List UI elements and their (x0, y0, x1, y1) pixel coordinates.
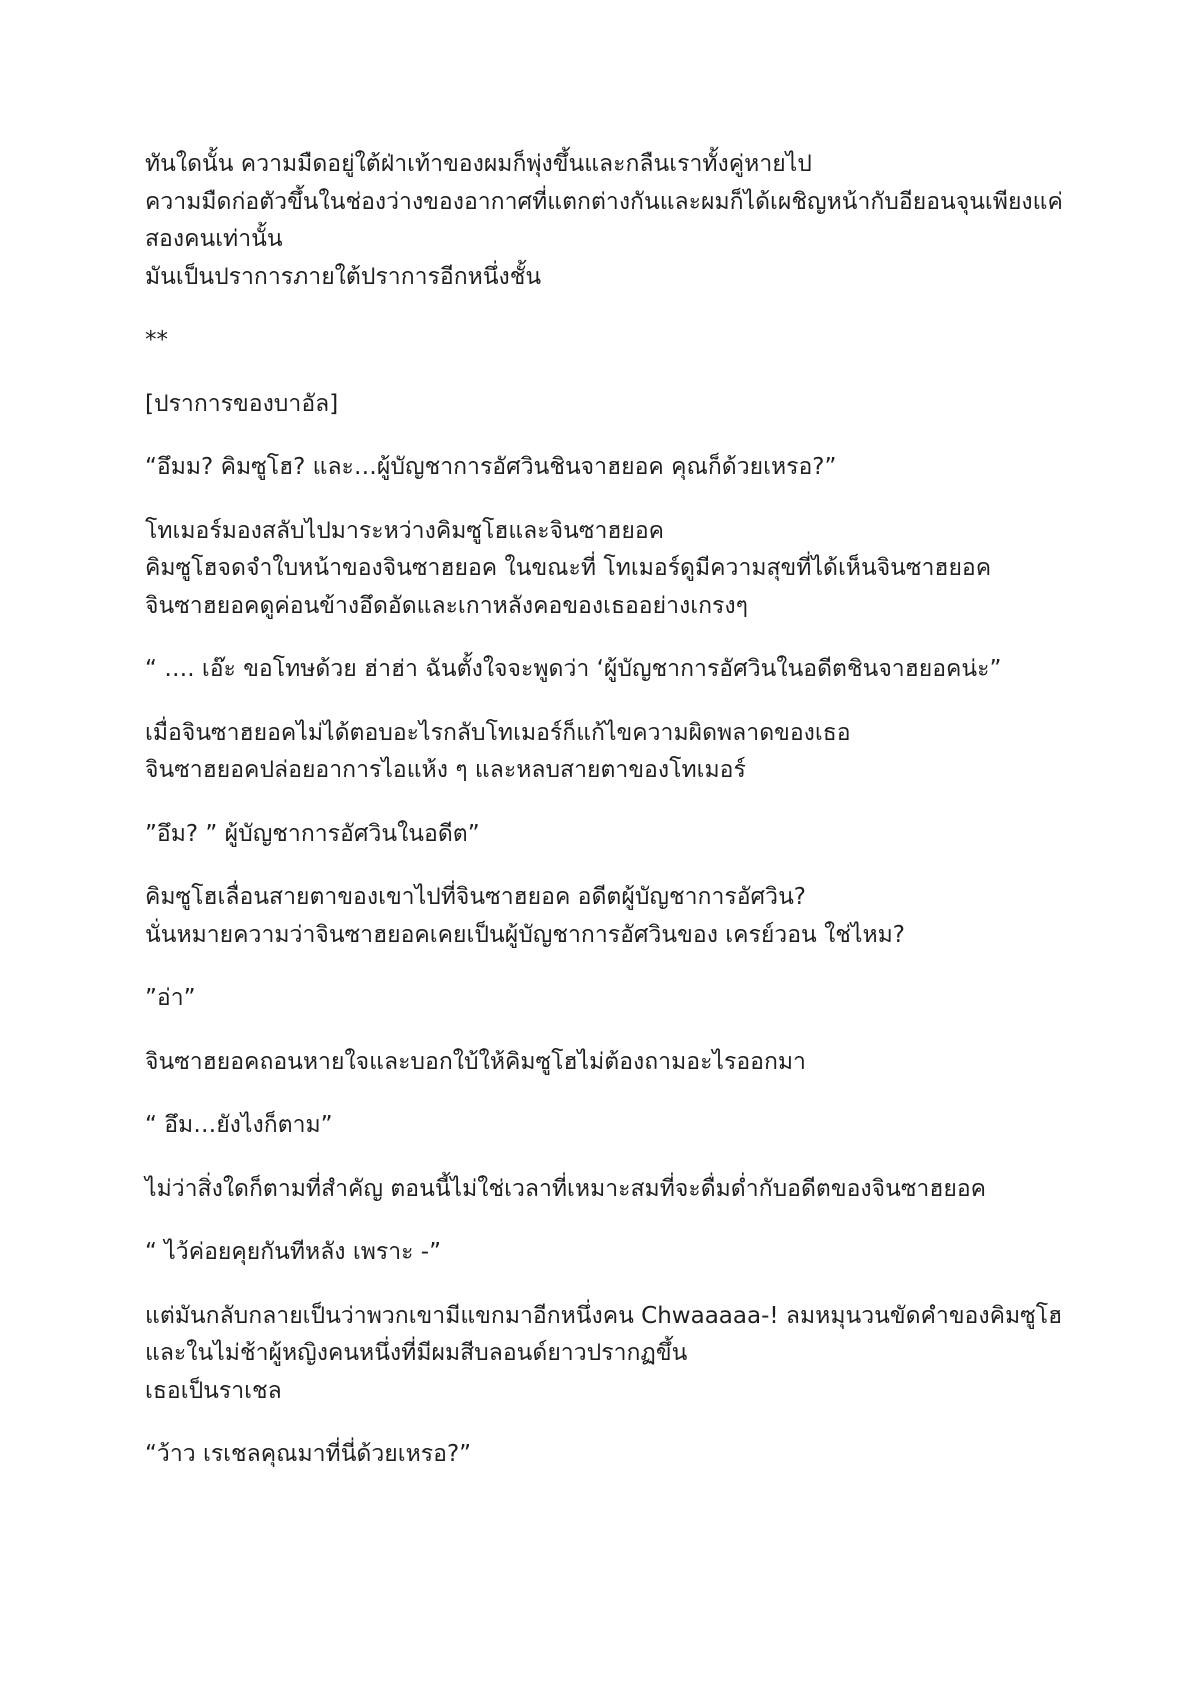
text-line: คิมซูโฮจดจำใบหน้าของจินซาฮยอค ในขณะที่ โทเมอร์ดูมีความสุขที่ได้เห็นจินซาฮยอค (145, 555, 992, 581)
dialogue-paragraph (145, 1436, 1075, 1474)
dialogue-line: ”อึม? ” ผู้บัญชาการอัศวินในอดีต” (145, 820, 480, 847)
dialogue-paragraph (145, 980, 1075, 1018)
dialogue-line: “ …. เอ๊ะ ขอโทษด้วย ฮ่าฮ่า ฉันตั้งใจจะพูดว่า ‘ผู้บัญชาการอัศวินในอดีตชินจาฮยอคน่ะ” (145, 656, 1002, 682)
narration-paragraph (145, 1171, 1075, 1209)
text-line: โทเมอร์มองสลับไปมาระหว่างคิมซูโฮและจินซาฮยอค (145, 517, 665, 544)
text-line: เมื่อจินซาฮยอคไม่ได้ตอบอะไรกลับโทเมอร์ก็แก้ไขความผิดพลาดของเธอ (145, 719, 851, 746)
dialogue-paragraph (145, 816, 1075, 854)
narration-paragraph (145, 513, 1075, 626)
text-line: จินซาฮยอคดูค่อนข้างอึดอัดและเกาหลังคอของเธออย่างเกรงๆ (145, 592, 748, 619)
text-line: ความมืดก่อตัวขึ้นในช่องว่างของอากาศที่แตกต่างกันและผมก็ได้เผชิญหน้ากับอียอนจุนเพียงแค่สองคนเท่านั้น (145, 188, 1063, 252)
text-line: ทันใดนั้น ความมืดอยู่ใต้ฝ่าเท้าของผมก็พุ่งขึ้นและกลืนเราทั้งคู่หายไป (145, 151, 812, 177)
scene-break (145, 322, 1075, 360)
dialogue-paragraph (145, 449, 1075, 487)
text-line: เธอเป็นราเชล (145, 1377, 282, 1404)
dialogue-line: “ ไว้ค่อยคุยกันทีหลัง เพราะ -” (145, 1239, 442, 1265)
paragraph-narration-darkness (145, 146, 1075, 296)
text-line: แต่มันกลับกลายเป็นว่าพวกเขามีแขกมาอีกหนึ่งคน Chwaaaaa-! ลมหมุนวนขัดคำของคิมซูโฮ และในไม่ช้าผู้หญิงคนหนึ่งที่มีผมสีบลอนด์ยาวปรากฏขึ้น (145, 1302, 1063, 1366)
text-line: ไม่ว่าสิ่งใดก็ตามที่สำคัญ ตอนนี้ไม่ใช่เวลาที่เหมาะสมที่จะดื่มด่ำกับอดีตของจินซาฮยอค (145, 1175, 987, 1202)
location-heading-text: [ปราการของบาอัล] (145, 390, 339, 417)
narration-paragraph (145, 1044, 1075, 1082)
dialogue-line: “ว้าว เรเชลคุณมาที่นี่ด้วยเหรอ?” (145, 1441, 472, 1467)
narration-paragraph (145, 879, 1075, 954)
dialogue-paragraph (145, 651, 1075, 689)
text-line: คิมซูโฮเลื่อนสายตาของเขาไปที่จินซาฮยอค อดีตผู้บัญชาการอัศวิน? (145, 884, 807, 910)
text-line: จินซาฮยอคถอนหายใจและบอกใบ้ให้คิมซูโฮไม่ต้องถามอะไรออกมา (145, 1048, 806, 1075)
text-line: จินซาฮยอคปล่อยอาการไอแห้ง ๆ และหลบสายตาของโทเมอร์ (145, 757, 746, 783)
narration-paragraph (145, 715, 1075, 790)
narration-paragraph (145, 1298, 1075, 1411)
dialogue-line: “ อึม…ยังไงก็ตาม” (145, 1112, 333, 1138)
document-body (145, 146, 1075, 1500)
location-heading (145, 386, 1075, 424)
text-line: มันเป็นปราการภายใต้ปราการอีกหนึ่งชั้น (145, 263, 542, 290)
dialogue-line: “อึมม? คิมซูโฮ? และ…ผู้บัญชาการอัศวินชินจาฮยอค คุณก็ด้วยเหรอ?” (145, 454, 837, 480)
text-line: นั่นหมายความว่าจินซาฮยอคเคยเป็นผู้บัญชาการอัศวินของ เครย์วอน ใช่ไหม? (145, 921, 906, 948)
dialogue-line: ”อ่า” (145, 985, 196, 1011)
scene-break-marker: ** (145, 327, 168, 353)
dialogue-paragraph (145, 1234, 1075, 1272)
dialogue-paragraph (145, 1107, 1075, 1145)
